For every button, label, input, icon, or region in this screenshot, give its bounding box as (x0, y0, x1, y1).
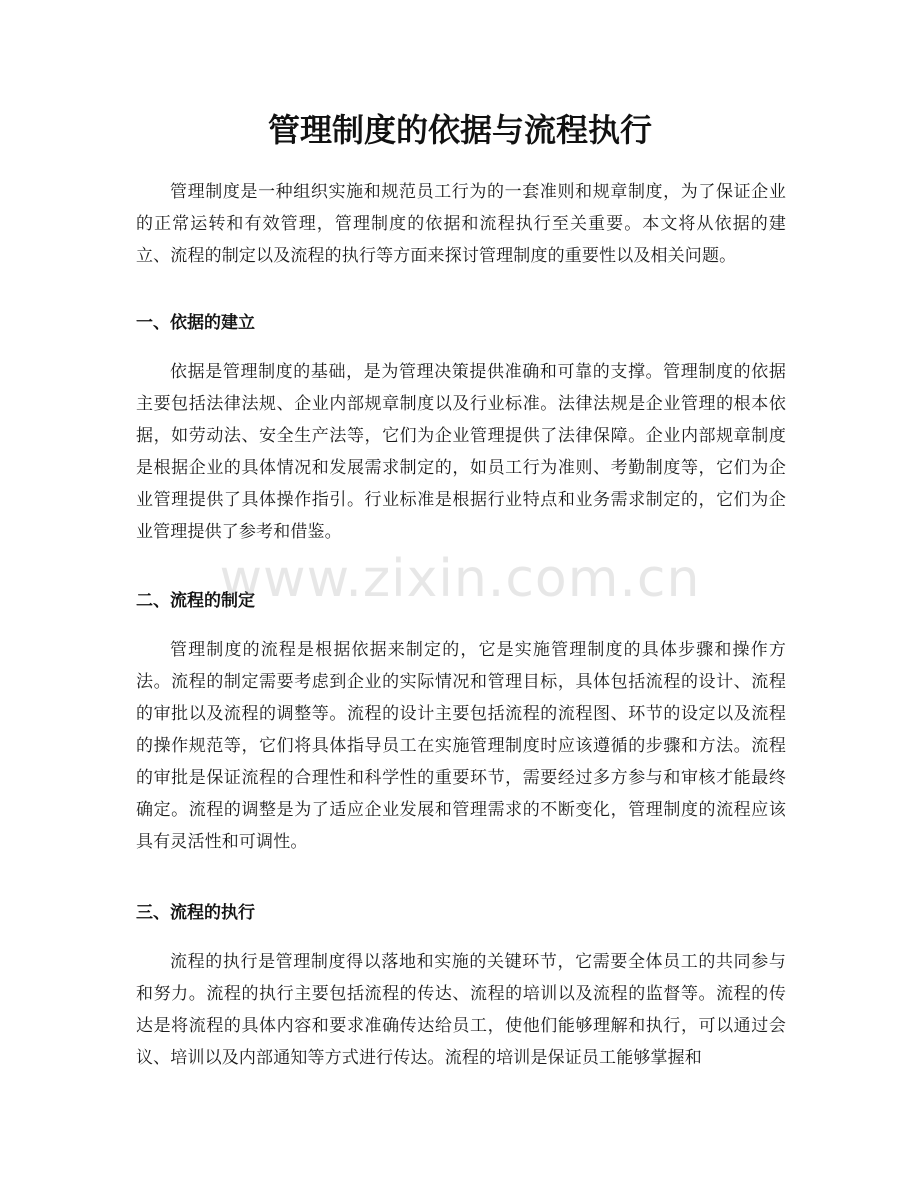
section-body-process-design: 管理制度的流程是根据依据来制定的，它是实施管理制度的具体步骤和操作方法。流程的制定需要考虑到企业的实际情况和管理目标，具体包括流程的设计、流程的审批以及流程的调整等。流程的设计主要包括流程的流程图、环节的设定以及流程的操作规范等，它们将具体指导员工在实施管理制度时应该遵循的步骤和方法。流程的审批是保证流程的合理性和科学性的重要环节，需要经过多方参与和审核才能最终确定。流程的调整是为了适应企业发展和管理需求的不断变化，管理制度的流程应该具有灵活性和可调性。 (136, 640, 786, 852)
page-title: 管理制度的依据与流程执行 (267, 111, 652, 149)
watermark-text: www.zixin.com.cn (219, 549, 701, 609)
section-body-basis: 依据是管理制度的基础，是为管理决策提供准确和可靠的支撑。管理制度的依据主要包括法律法规、企业内部规章制度以及行业标准。法律法规是企业管理的根本依据，如劳动法、安全生产法等，它们为企业管理提供了法律保障。企业内部规章制度是根据企业的具体情况和发展需求制定的，如员工行为准则、考勤制度等，它们为企业管理提供了具体操作指引。行业标准是根据行业特点和业务需求制定的，它们为企业管理提供了参考和借鉴。 (136, 362, 786, 542)
intro-paragraph: 管理制度是一种组织实施和规范员工行为的一套准则和规章制度，为了保证企业的正常运转和有效管理，管理制度的依据和流程执行至关重要。本文将从依据的建立、流程的制定以及流程的执行等方面来探讨管理制度的重要性以及相关问题。 (136, 182, 786, 266)
section-heading-process-design: 二、流程的制定 (136, 591, 255, 611)
section-heading-process-execution: 三、流程的执行 (136, 903, 255, 923)
section-heading-basis: 一、依据的建立 (136, 313, 255, 333)
section-body-process-execution: 流程的执行是管理制度得以落地和实施的关键环节，它需要全体员工的共同参与和努力。流程的执行主要包括流程的传达、流程的培训以及流程的监督等。流程的传达是将流程的具体内容和要求准确传达给员工，使他们能够理解和执行，可以通过会议、培训以及内部通知等方式进行传达。流程的培训是保证员工能够掌握和 (136, 952, 786, 1068)
